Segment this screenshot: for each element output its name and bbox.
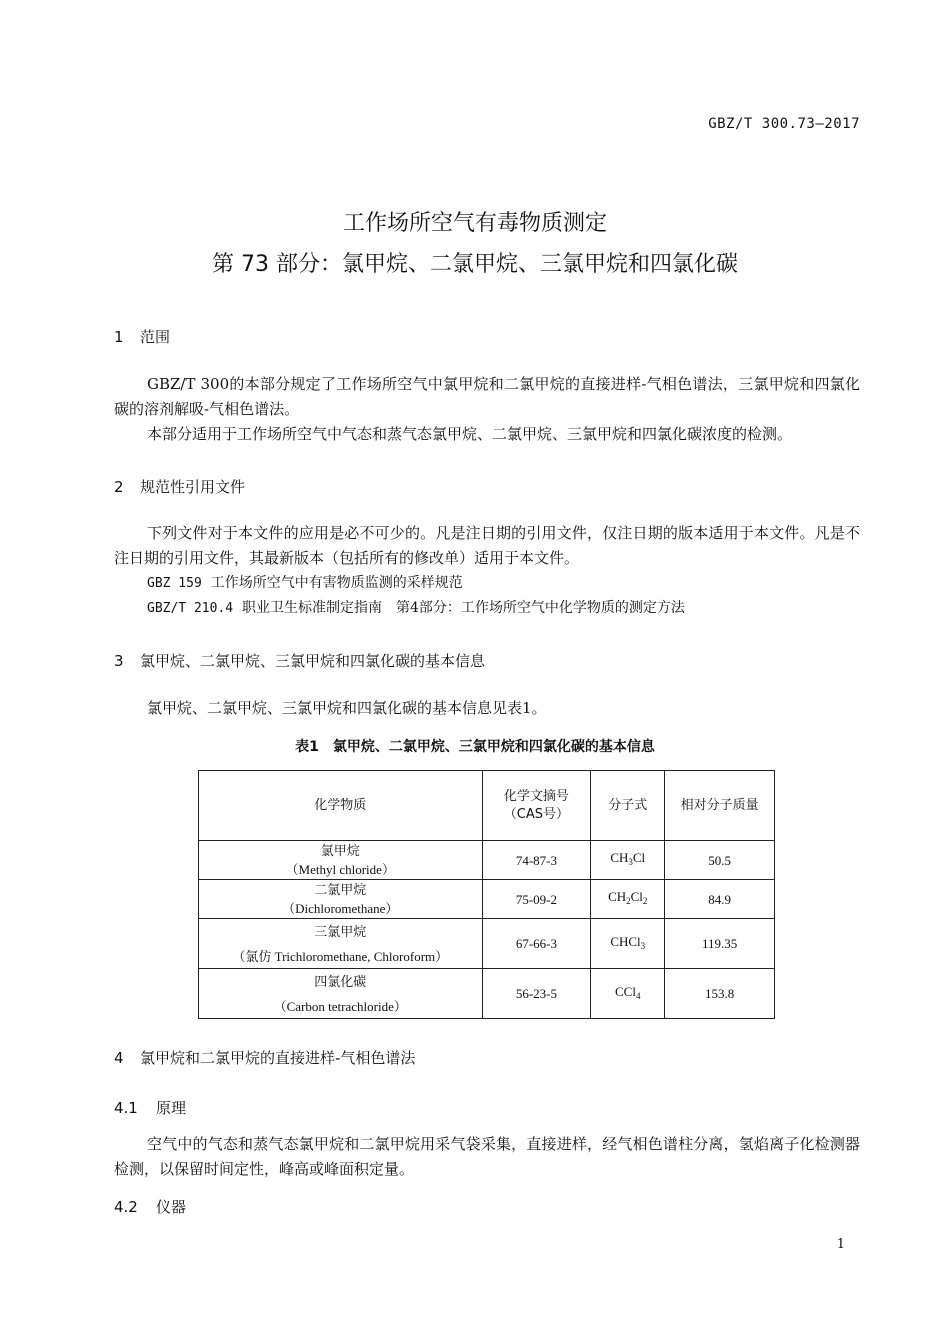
formula-part: CH [610,850,629,865]
reference-code: GBZ/T 210.4 [147,601,234,616]
cas-cell: 75-09-2 [482,880,591,919]
substance-name-cn: 三氯甲烷 [314,923,367,939]
table-row [199,919,775,969]
formula-part: CH [608,889,627,904]
header-cas [482,771,591,841]
table-caption: 表1 氯甲烷、二氯甲烷、三氯甲烷和四氯化碳的基本信息 [295,739,655,755]
formula-subscript: 2 [626,896,631,906]
substance-name-en: （氯仿 Trichloromethane, Chloroform） [232,948,449,964]
substance-name-en: （Dichloromethane） [282,901,399,916]
section-4-heading [114,1047,415,1068]
document-title: 工作场所空气有毒物质测定 [342,211,607,236]
section-title: 仪器 [156,1198,187,1216]
substance-name-en: （Carbon tetrachloride） [273,998,407,1014]
section-title: 规范性引用文件 [140,478,246,496]
cas-cell: 67-66-3 [482,919,591,969]
substance-cell [199,919,483,969]
section-number: 4.1 [114,1099,138,1117]
section-number: 2 [114,478,124,496]
reference-title: 职业卫生标准制定指南 第4部分：工作场所空气中化学物质的测定方法 [242,600,685,616]
normative-reference-2 [147,596,685,621]
section-number: 3 [114,652,124,670]
substance-name-cn: 二氯甲烷 [314,882,367,897]
reference-code: GBZ 159 [147,576,202,591]
formula-subscript: 3 [640,940,646,951]
table-row [199,841,775,880]
section-2-heading [114,476,245,497]
header-substance: 化学物质 [199,771,483,841]
basic-info-table [198,770,775,1019]
header-mass: 相对分子质量 [665,771,775,841]
substance-cell [199,880,483,919]
mass-cell: 153.8 [665,969,775,1019]
section-title: 原理 [156,1099,187,1117]
mass-cell: 50.5 [665,841,775,880]
substance-cell [199,841,483,880]
formula-subscript: 4 [635,990,641,1001]
section-1-paragraph-2: 本部分适用于工作场所空气中气态和蒸气态氯甲烷、二氯甲烷、三氯甲烷和四氯化碳浓度的检测。 [147,425,793,443]
section-1-heading [114,326,170,347]
page-number: 1 [836,1237,845,1252]
header-cas-line1: 化学文摘号 [503,788,569,804]
section-3-paragraph-1: 氯甲烷、二氯甲烷、三氯甲烷和四氯化碳的基本信息见表1。 [147,699,547,717]
substance-name-cn: 四氯化碳 [314,973,367,989]
section-number: 4 [114,1049,124,1067]
section-4-1-heading [114,1097,186,1118]
section-3-heading [114,650,485,671]
table-header-row [199,771,775,841]
header-formula: 分子式 [591,771,665,841]
section-title: 氯甲烷、二氯甲烷、三氯甲烷和四氯化碳的基本信息 [140,652,486,670]
table-row [199,880,775,919]
formula-part: CHCl [610,933,641,949]
header-cas-line2: （CAS号） [503,806,570,822]
formula-subscript: 2 [642,896,648,906]
substance-name-cn: 氯甲烷 [320,843,360,858]
mass-cell: 119.35 [665,919,775,969]
section-4-2-heading [114,1196,186,1217]
formula-cell [591,919,665,969]
cas-cell: 56-23-5 [482,969,591,1019]
mass-cell: 84.9 [665,880,775,919]
section-title: 氯甲烷和二氯甲烷的直接进样-气相色谱法 [140,1049,416,1067]
section-4-1-paragraph: 空气中的气态和蒸气态氯甲烷和二氯甲烷用采气袋采集，直接进样，经气相色谱柱分离，氢焰离子化检测器检测，以保留时间定性，峰高或峰面积定量。 [114,1135,860,1178]
formula-cell [591,841,665,880]
table-row [199,969,775,1019]
cas-cell: 74-87-3 [482,841,591,880]
section-title: 范围 [140,328,171,346]
reference-title: 工作场所空气中有害物质监测的采样规范 [210,575,463,591]
section-1-paragraph-1: GBZ/T 300的本部分规定了工作场所空气中氯甲烷和二氯甲烷的直接进样-气相色谱法，三氯甲烷和四氯化碳的溶剂解吸-气相色谱法。 [114,375,860,418]
formula-subscript: 3 [628,857,633,867]
formula-cell [591,969,665,1019]
formula-part: Cl [632,850,646,865]
section-number: 4.2 [114,1198,138,1216]
formula-part: Cl [630,889,643,904]
substance-cell [199,969,483,1019]
section-number: 1 [114,328,124,346]
formula-part: CCl [615,983,636,999]
standard-code: GBZ/T 300.73—2017 [708,116,860,132]
normative-reference-1 [147,571,463,596]
section-2-paragraph-1: 下列文件对于本文件的应用是必不可少的。凡是注日期的引用文件，仅注日期的版本适用于本文件。凡是不注日期的引用文件，其最新版本（包括所有的修改单）适用于本文件。 [114,524,860,567]
formula-cell [591,880,665,919]
substance-name-en: （Methyl chloride） [285,862,395,877]
document-subtitle: 第 73 部分：氯甲烷、二氯甲烷、三氯甲烷和四氯化碳 [212,252,738,277]
